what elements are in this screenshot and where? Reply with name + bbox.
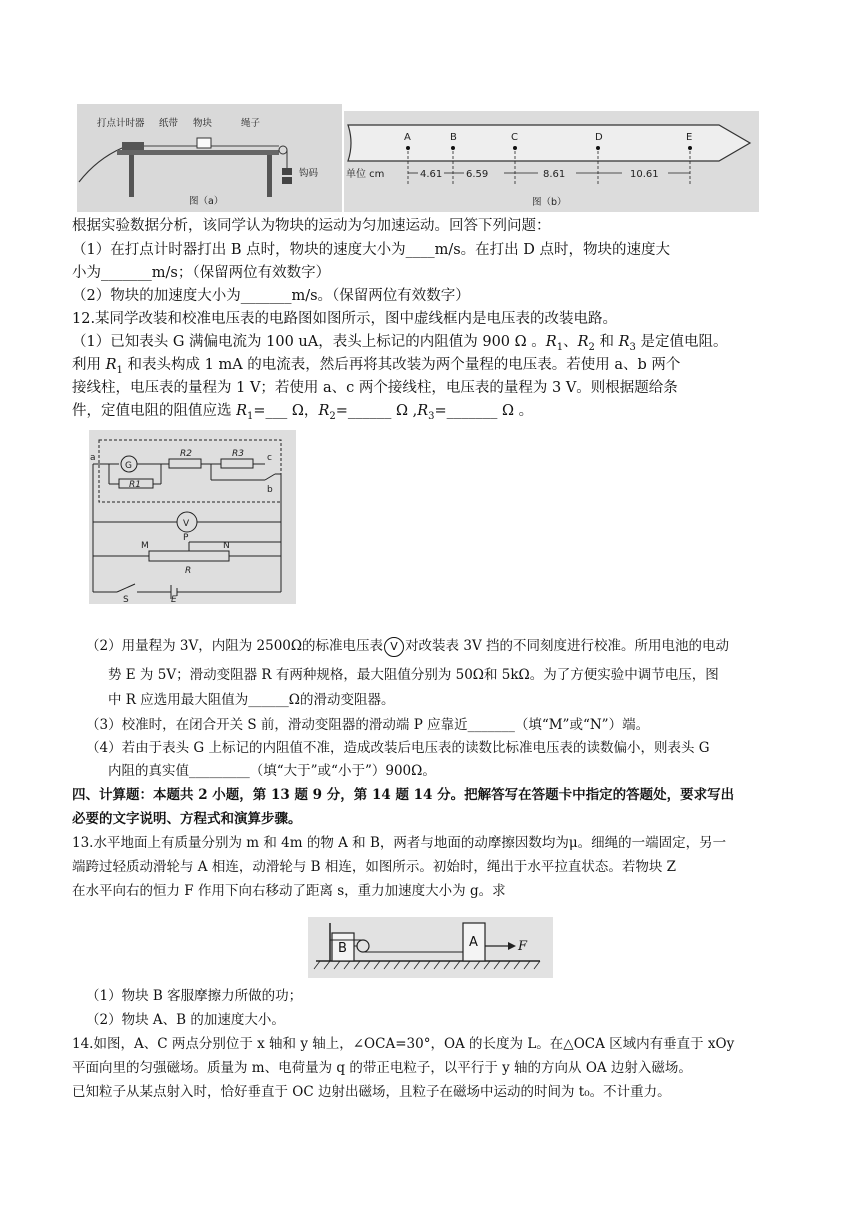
q11-part1-line2: 小为_______m/s；（保留两位有效数字） xyxy=(72,265,331,281)
distance-bc: 6.59 xyxy=(466,169,489,180)
q14-line3: 已知粒子从某点射入时，恰好垂直于 OC 边射出磁场，且粒子在磁场中运动的时间为 t₀。不计重力。 xyxy=(72,1084,671,1100)
circuit-diagram xyxy=(89,430,296,604)
voltmeter-label: V xyxy=(183,519,190,529)
terminal-c: c xyxy=(267,453,272,463)
distance-cd: 8.61 xyxy=(543,169,566,180)
q13-line1: 13.水平地面上有质量分别为 m 和 4m 的物 A 和 B，两者与地面的动摩擦因数均为μ。细绳的一端固定，另一 xyxy=(72,835,727,851)
q13-part1: （1）物块 B 客服摩擦力所做的功； xyxy=(86,988,303,1004)
caption-figure-b: 图（b） xyxy=(532,197,567,208)
figure-b-tape xyxy=(344,111,759,212)
section-4-heading-line1: 四、计算题：本题共 2 小题，第 13 题 9 分，第 14 题 14 分。把解答写在答题卡中指定的答题处，要求写出 xyxy=(72,787,735,803)
q11-part2: （2）物块的加速度大小为_______m/s。（保留两位有效数字） xyxy=(72,288,470,304)
terminal-b: b xyxy=(267,485,273,495)
intro-text: 根据实验数据分析，该同学认为物块的运动为匀加速运动。回答下列问题： xyxy=(72,218,551,234)
label-rope: 绳子 xyxy=(241,118,261,129)
rheostat-p-label: P xyxy=(183,533,189,543)
block-a-label: A xyxy=(469,935,478,950)
q12-intro: 12.某同学改装和校准电压表的电路图如图所示，图中虚线框内是电压表的改装电路。 xyxy=(72,311,618,327)
caption-figure-a: 图（a） xyxy=(189,196,224,207)
q14-line1: 14.如图，A、C 两点分别位于 x 轴和 y 轴上，∠OCA=30°，OA 的长度为 L。在△OCA 区域内有垂直于 xOy xyxy=(72,1036,735,1052)
q12-part4-line2: 内阻的真实值_________（填“大于”或“小于”）900Ω。 xyxy=(108,763,436,779)
point-a-label: A xyxy=(404,132,411,143)
switch-label: S xyxy=(123,595,129,604)
r3-label: R3 xyxy=(232,449,244,459)
r2-label: R2 xyxy=(180,449,192,459)
label-weight: 钩码 xyxy=(299,168,319,179)
label-tape: 纸带 xyxy=(159,118,179,129)
rheostat-r-label: R xyxy=(185,566,192,576)
distance-de: 10.61 xyxy=(630,169,659,180)
q12-part2-line1: （2）用量程为 3V，内阻为 2500Ω的标准电压表 V 对改装表 3V 挡的不同刻度进行校准。所用电池的电动 xyxy=(86,636,729,657)
q12-part1-line2: 利用 $R_1$ 和表头构成 1 mA 的电流表，然后再将其改装为两个量程的电压表。若使用 a、b 两个 xyxy=(72,357,681,376)
q12-part1-line4: 件，定值电阻的阻值应选 $R_1=\_\_\_$ Ω，$R_2=\_\_\_\_\_\_$ Ω $,R_3=\_\_\_\_\_\_\_$ Ω 。 xyxy=(72,403,534,422)
q12-part4-line1: （4）若由于表头 G 上标记的内阻值不准，造成改装后电压表的读数比标准电压表的读数偏小，则表头 G xyxy=(86,740,710,756)
q12-part2-line3: 中 R 应选用最大阻值为______Ω的滑动变阻器。 xyxy=(108,692,395,708)
point-d-label: D xyxy=(595,132,603,143)
block-b-label: B xyxy=(338,941,347,956)
rheostat-m-label: M xyxy=(141,541,149,551)
q12-part2-line2: 势 E 为 5V；滑动变阻器 R 有两种规格，最大阻值分别为 50Ω和 5kΩ。为了方便实验中调节电压，图 xyxy=(108,667,719,683)
figure-a-setup xyxy=(77,104,342,212)
terminal-a: a xyxy=(90,453,96,463)
q14-line2: 平面向里的匀强磁场。质量为 m、电荷量为 q 的带正电粒子，以平行于 y 轴的方向从 OA 边射入磁场。 xyxy=(72,1060,692,1076)
q11-part1-line1: （1）在打点计时器打出 B 点时，物块的速度大小为____m/s。在打出 D 点时，物块的速度大 xyxy=(72,242,671,258)
q12-part1-line1: （1）已知表头 G 满偏电流为 100 uA，表头上标记的内阻值为 900 Ω 。$R_1$、$R_2$ 和 $R_3$ 是定值电阻。 xyxy=(72,334,728,353)
force-f-label: F xyxy=(518,939,528,954)
label-timer: 打点计时器 xyxy=(97,118,145,129)
galvanometer-label: G xyxy=(125,461,132,471)
q12-part1-line3: 接线柱，电压表的量程为 1 V；若使用 a、c 两个接线柱，电压表的量程为 3 V。则根据题给条 xyxy=(72,380,678,396)
label-block: 物块 xyxy=(193,118,213,129)
timer-device xyxy=(122,142,144,150)
section-4-heading-line2: 必要的文字说明、方程式和演算步骤。 xyxy=(72,811,302,827)
voltmeter-symbol: V xyxy=(384,637,404,657)
battery-label: E xyxy=(171,595,177,604)
point-b-label: B xyxy=(450,132,457,143)
r1-label: R1 xyxy=(129,480,141,490)
figure-13-blocks xyxy=(308,917,553,978)
distance-ab: 4.61 xyxy=(420,169,443,180)
q13-line3: 在水平向右的恒力 F 作用下向右移动了距离 s，重力加速度大小为 g。求 xyxy=(72,883,506,899)
point-e-label: E xyxy=(686,132,693,143)
rheostat-n-label: N xyxy=(223,541,230,551)
tape-unit: 单位 cm xyxy=(346,169,385,180)
q13-line2: 端跨过轻质动滑轮与 A 相连，动滑轮与 B 相连，如图所示。初始时，绳出于水平拉直状态。若物块 Z xyxy=(72,859,677,875)
q12-part3: （3）校准时，在闭合开关 S 前，滑动变阻器的滑动端 P 应靠近_______（填“M”或“N”）端。 xyxy=(86,717,650,733)
point-c-label: C xyxy=(511,132,518,143)
q13-part2: （2）物块 A、B 的加速度大小。 xyxy=(86,1012,285,1028)
